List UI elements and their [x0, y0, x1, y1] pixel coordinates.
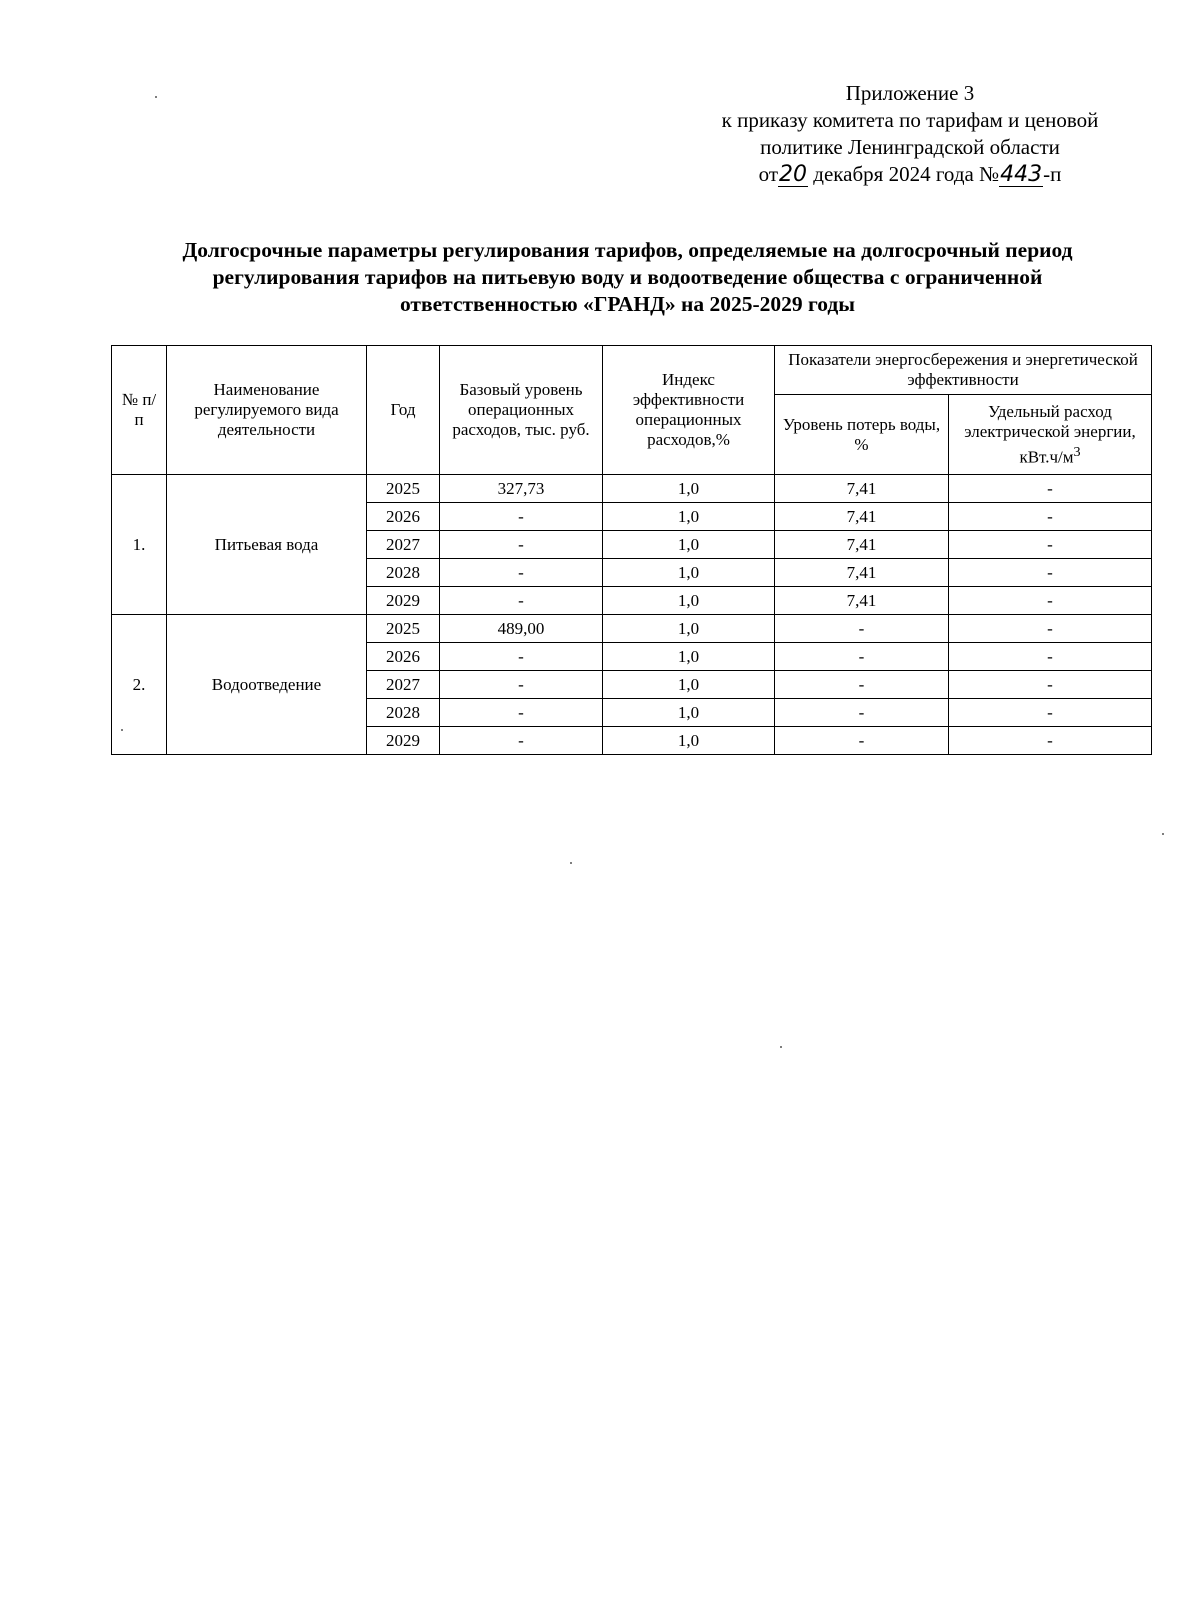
- efficiency-index-cell: 1,0: [603, 559, 775, 587]
- efficiency-index-cell: 1,0: [603, 727, 775, 755]
- energy-consumption-cell: -: [949, 615, 1152, 643]
- efficiency-index-cell: 1,0: [603, 531, 775, 559]
- water-loss-cell: -: [775, 699, 949, 727]
- scan-speck: [155, 96, 157, 98]
- base-cost-cell: 489,00: [440, 615, 603, 643]
- header-water-loss: Уровень потерь воды, %: [775, 395, 949, 475]
- handwritten-order-number: 443: [1000, 162, 1043, 187]
- order-date-line: [690, 161, 1130, 188]
- title-line-2: регулирования тарифов на питьевую воду и водоотведение общества с ограниченной: [212, 265, 1043, 289]
- energy-consumption-cell: -: [949, 475, 1152, 503]
- header-efficiency-index: Индекс эффективности операционных расходов,%: [603, 346, 775, 475]
- year-cell: 2025: [367, 615, 440, 643]
- tariff-parameters-table: [111, 345, 1152, 755]
- energy-consumption-cell: -: [949, 587, 1152, 615]
- activity-name-cell: Питьевая вода: [167, 475, 367, 615]
- scan-speck: [1162, 833, 1164, 835]
- order-number-suffix: -п: [1043, 162, 1062, 186]
- energy-consumption-cell: -: [949, 671, 1152, 699]
- document-title: [110, 237, 1145, 318]
- energy-consumption-cell: -: [949, 531, 1152, 559]
- efficiency-index-cell: 1,0: [603, 643, 775, 671]
- water-loss-cell: -: [775, 643, 949, 671]
- energy-consumption-cell: -: [949, 559, 1152, 587]
- base-cost-cell: -: [440, 671, 603, 699]
- base-cost-cell: -: [440, 503, 603, 531]
- water-loss-cell: 7,41: [775, 559, 949, 587]
- committee-region-line: политике Ленинградской области: [760, 135, 1060, 159]
- energy-consumption-cell: -: [949, 643, 1152, 671]
- base-cost-cell: -: [440, 587, 603, 615]
- header-energy-group: Показатели энергосбережения и энергетической эффективности: [775, 346, 1152, 395]
- table-body: [112, 475, 1152, 755]
- base-cost-cell: -: [440, 699, 603, 727]
- date-prefix: от: [758, 162, 779, 186]
- order-reference-line: к приказу комитета по тарифам и ценовой: [721, 108, 1099, 132]
- scan-speck: [780, 1046, 782, 1048]
- title-line-1: Долгосрочные параметры регулирования тарифов, определяемые на долгосрочный период: [182, 238, 1073, 262]
- base-cost-cell: -: [440, 559, 603, 587]
- water-loss-cell: 7,41: [775, 503, 949, 531]
- water-loss-cell: -: [775, 727, 949, 755]
- appendix-header: [690, 80, 1130, 188]
- title-line-3: ответственностью «ГРАНД» на 2025-2029 годы: [399, 292, 856, 316]
- year-cell: 2026: [367, 503, 440, 531]
- year-cell: 2026: [367, 643, 440, 671]
- header-energy-consumption-label: Удельный расход электрической энергии, кВт.ч/м: [964, 401, 1136, 467]
- handwritten-day: 20: [779, 162, 808, 187]
- efficiency-index-cell: 1,0: [603, 671, 775, 699]
- water-loss-cell: 7,41: [775, 531, 949, 559]
- date-middle: декабря 2024 года №: [813, 162, 1000, 186]
- year-cell: 2029: [367, 587, 440, 615]
- year-cell: 2028: [367, 559, 440, 587]
- year-cell: 2028: [367, 699, 440, 727]
- water-loss-cell: -: [775, 671, 949, 699]
- table-row: [112, 475, 1152, 503]
- year-cell: 2027: [367, 671, 440, 699]
- scan-speck: [570, 862, 572, 864]
- table-header: [112, 346, 1152, 475]
- header-year: Год: [367, 346, 440, 475]
- water-loss-cell: -: [775, 615, 949, 643]
- energy-consumption-cell: -: [949, 727, 1152, 755]
- water-loss-cell: 7,41: [775, 475, 949, 503]
- efficiency-index-cell: 1,0: [603, 587, 775, 615]
- efficiency-index-cell: 1,0: [603, 699, 775, 727]
- year-cell: 2025: [367, 475, 440, 503]
- row-number-cell: 1.: [112, 475, 167, 615]
- header-energy-consumption: [949, 395, 1152, 475]
- base-cost-cell: 327,73: [440, 475, 603, 503]
- header-row-number: № п/п: [112, 346, 167, 475]
- year-cell: 2027: [367, 531, 440, 559]
- header-activity-name: Наименование регулируемого вида деятельности: [167, 346, 367, 475]
- efficiency-index-cell: 1,0: [603, 475, 775, 503]
- header-energy-unit-superscript: 3: [1073, 443, 1081, 460]
- year-cell: 2029: [367, 727, 440, 755]
- table-row: [112, 615, 1152, 643]
- header-base-cost: Базовый уровень операционных расходов, тыс. руб.: [440, 346, 603, 475]
- energy-consumption-cell: -: [949, 503, 1152, 531]
- base-cost-cell: -: [440, 727, 603, 755]
- activity-name-cell: Водоотведение: [167, 615, 367, 755]
- row-number-cell: 2.: [112, 615, 167, 755]
- energy-consumption-cell: -: [949, 699, 1152, 727]
- scan-speck: [121, 729, 123, 731]
- efficiency-index-cell: 1,0: [603, 615, 775, 643]
- base-cost-cell: -: [440, 643, 603, 671]
- appendix-title: Приложение 3: [845, 81, 975, 105]
- water-loss-cell: 7,41: [775, 587, 949, 615]
- efficiency-index-cell: 1,0: [603, 503, 775, 531]
- base-cost-cell: -: [440, 531, 603, 559]
